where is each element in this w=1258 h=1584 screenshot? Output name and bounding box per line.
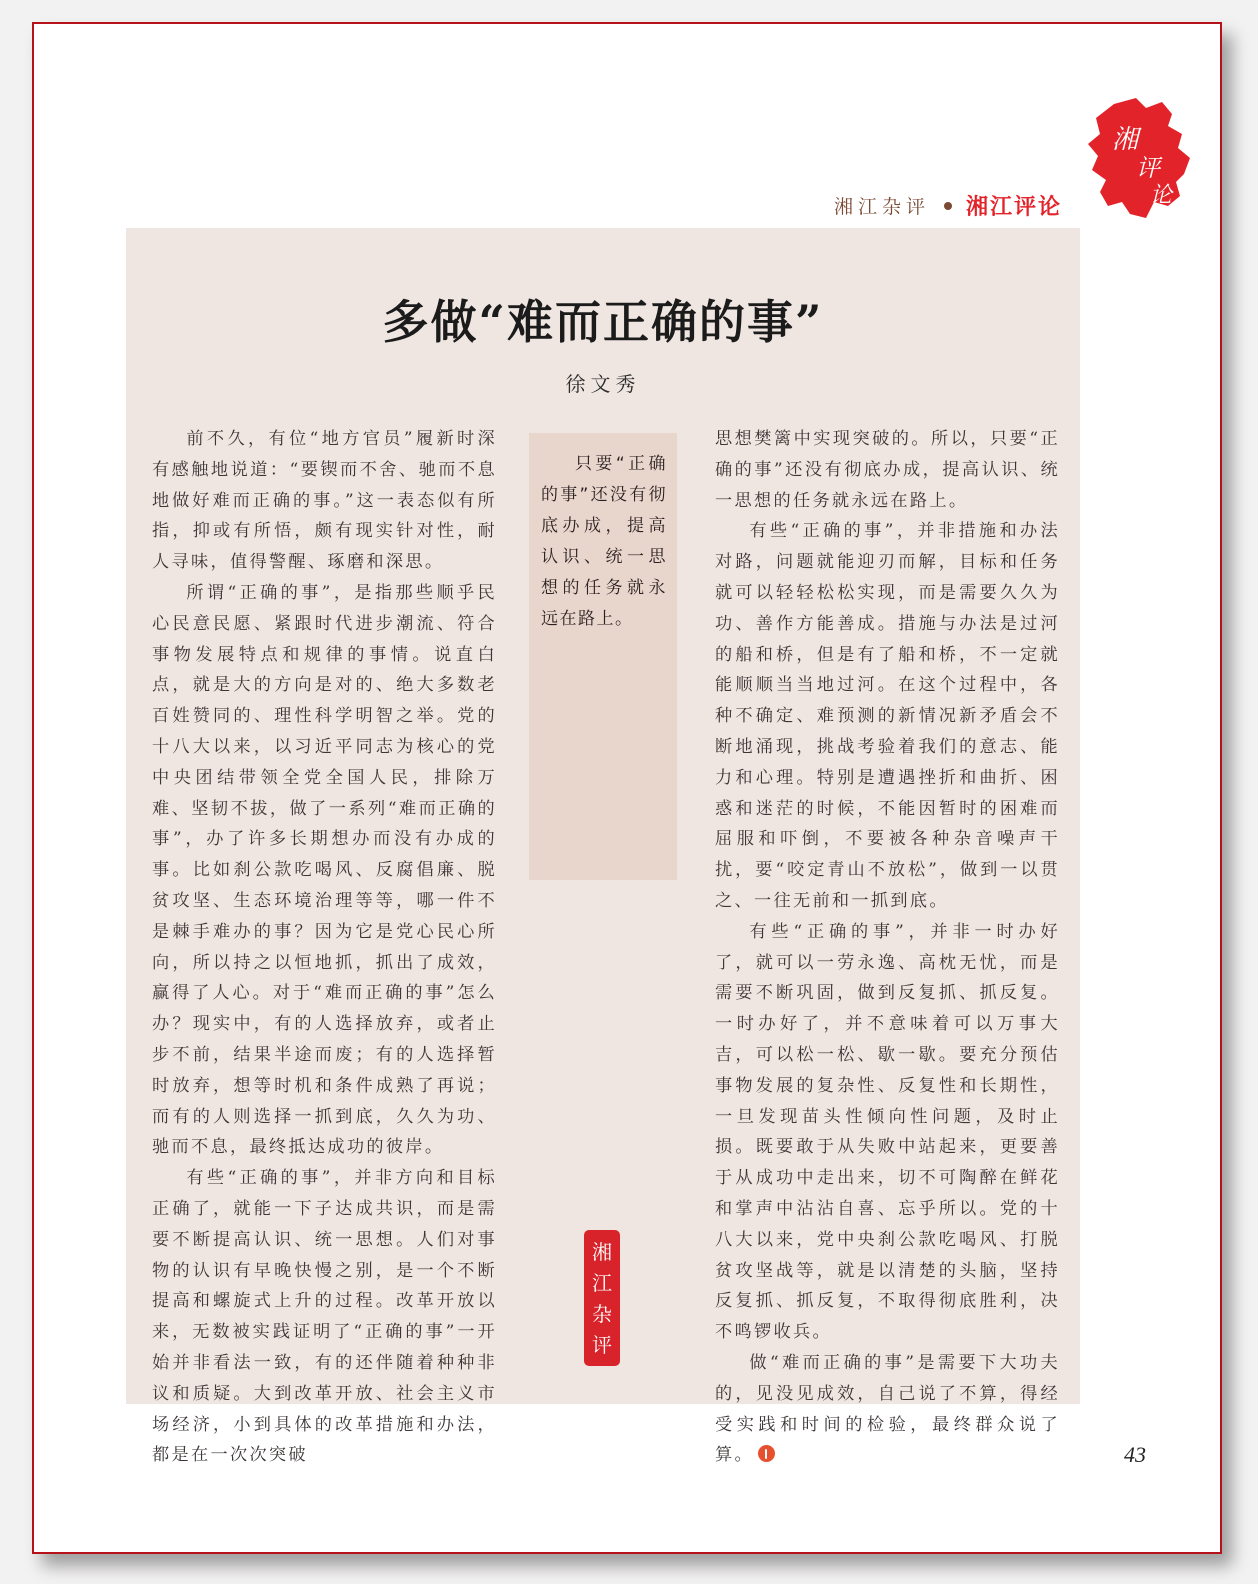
section-header <box>834 190 1062 221</box>
paragraph-continuation: 思想樊篱中实现突破的。所以，只要“正确的事”还没有彻底办成，提高认识、统一思想的任务就永远在路上。 <box>715 429 1060 511</box>
paragraph: 前不久，有位“地方官员”履新时深有感触地说道：“要锲而不舍、驰而不息地做好难而正确的事。”这一表态似有所指，抑或有所悟，颇有现实针对性，耐人寻味，值得警醒、琢磨和深思。 <box>152 429 497 573</box>
article-title: 多做“难而正确的事” <box>382 295 824 349</box>
article-panel <box>126 228 1080 1466</box>
xiangjiang-zaping-seal-icon <box>584 1230 620 1366</box>
hunan-map-logo-icon <box>1084 96 1194 226</box>
separator-dot-icon <box>944 202 952 210</box>
end-of-article-icon <box>758 1445 775 1462</box>
seal-char: 湘 <box>592 1239 612 1264</box>
paragraph: 有些“正确的事”，并非一时办好了，就可以一劳永逸、高枕无忧，而是需要不断巩固，做到反复抓、抓反复。一时办好了，并不意味着可以万事大吉，可以松一松、歇一歇。要充分预估事物发展的复杂性、反复性和长期性，一旦发现苗头性倾向性问题，及时止损。既要敢于从失败中站起来，更要善于从成功中走出来，切不可陶醉在鲜花和掌声中沾沾自喜、忘乎所以。党的十八大以来，党中央刹公款吃喝风、打脱贫攻坚战等，就是以清楚的头脑，坚持反复抓、抓反复，不取得彻底胜利，决不鸣锣收兵。 <box>715 921 1060 1343</box>
paragraph: 有些“正确的事”，并非措施和办法对路，问题就能迎刃而解，目标和任务就可以轻轻松松实现，而是需要久久为功、善作方能善成。措施与办法是过河的船和桥，但是有了船和桥，不一定就能顺顺当当地过河。在这个过程中，各种不确定、难预测的新情况新矛盾会不断地涌现，挑战考验着我们的意志、能力和心理。特别是遭遇挫折和曲折、困惑和迷茫的时候，不能因暂时的困难而屈服和吓倒，不要被各种杂音噪声干扰，要“咬定青山不放松”，做到一以贯之、一往无前和一抓到底。 <box>715 521 1060 911</box>
page-number: 43 <box>1124 1442 1146 1467</box>
paragraph: 所谓“正确的事”，是指那些顺乎民心民意民愿、紧跟时代进步潮流、符合事物发展特点和规律的事情。说直白点，就是大的方向是对的、绝大多数老百姓赞同的、理性科学明智之举。党的十八大以来，以习近平同志为核心的党中央团结带领全党全国人民，排除万难、坚韧不拔，做了一系列“难而正确的事”，办了许多长期想办而没有办成的事。比如刹公款吃喝风、反腐倡廉、脱贫攻坚、生态环境治理等等，哪一件不是棘手难办的事？因为它是党心民心所向，所以持之以恒地抓，抓出了成效，赢得了人心。对于“难而正确的事”怎么办？现实中，有的人选择放弃，或者止步不前，结果半途而废；有的人选择暂时放弃，想等时机和条件成熟了再说；而有的人则选择一抓到底，久久为功、驰而不息，最终抵达成功的彼岸。 <box>152 582 497 1158</box>
pull-quote-text: 只要“正确的事”还没有彻底办成，提高认识、统一思想的任务就永远在路上。 <box>541 454 667 629</box>
paragraph: 有些“正确的事”，并非方向和目标正确了，就能一下子达成共识，而是需要不断提高认识、统一思想。人们对事物的认识有早晚快慢之别，是一个不断提高和螺旋式上升的过程。改革开放以来，无数被实践证明了“正确的事”一开始并非看法一致，有的还伴随着种种非议和质疑。大到改革开放、社会主义市场经济，小到具体的改革措施和办法，都是在一次次突破 <box>152 1168 497 1466</box>
section-label: 湘江杂评 <box>833 196 930 218</box>
svg-text:湘: 湘 <box>1112 125 1139 155</box>
article-author: 徐文秀 <box>565 372 641 396</box>
paragraph-final <box>715 1348 1060 1471</box>
seal-char: 杂 <box>592 1301 612 1326</box>
paragraph-text: 做“难而正确的事”是需要下大功夫的，见没见成效，自己说了不算，得经受实践和时间的检验，最终群众说了算。 <box>715 1352 1060 1466</box>
magazine-page <box>32 22 1222 1554</box>
right-column <box>715 424 1060 1471</box>
brand-label: 湘江评论 <box>965 195 1062 220</box>
svg-text:评: 评 <box>1136 154 1160 182</box>
seal-char: 江 <box>592 1270 612 1295</box>
left-column <box>152 424 497 1471</box>
svg-text:论: 论 <box>1150 183 1173 208</box>
seal-char: 评 <box>592 1332 612 1357</box>
pull-quote-box <box>529 433 677 880</box>
